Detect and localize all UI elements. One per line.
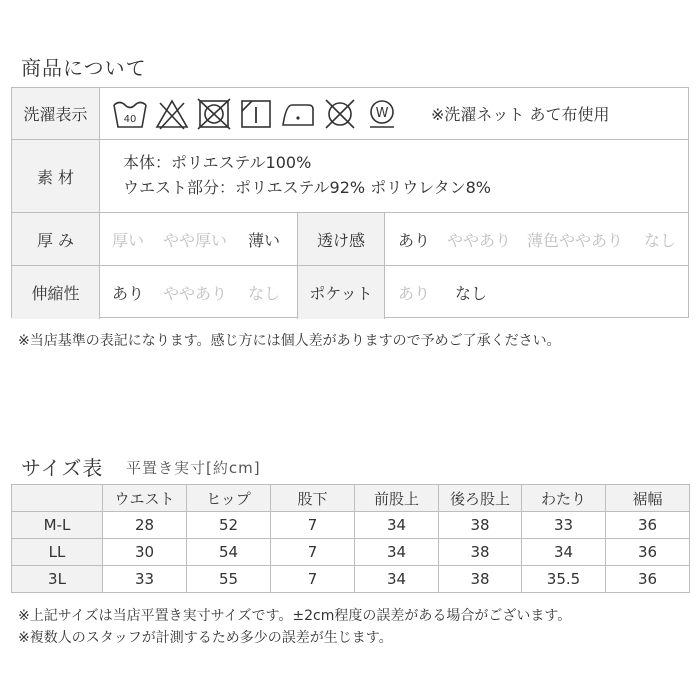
- product-info-table: [11, 87, 689, 318]
- pocket-option-none: なし: [455, 284, 488, 303]
- size-cell: 35.5: [522, 566, 606, 593]
- pocket-label: ポケット: [297, 266, 385, 319]
- size-label: 3L: [12, 566, 103, 593]
- size-cell: 55: [187, 566, 271, 593]
- size-cell: 52: [187, 512, 271, 539]
- thickness-option-thick: 厚い: [112, 230, 145, 250]
- size-cell: 34: [355, 512, 439, 539]
- care-icons: [112, 88, 406, 139]
- material-label: 素 材: [12, 140, 100, 212]
- wash-temp-label: 40: [123, 113, 137, 125]
- size-cell: 34: [355, 539, 439, 566]
- header-hip: ヒップ: [187, 485, 271, 512]
- wet-clean-icon: [364, 97, 400, 131]
- size-cell: 36: [606, 566, 690, 593]
- wet-clean-letter: W: [375, 105, 389, 121]
- size-cell: 30: [103, 539, 187, 566]
- size-label: LL: [12, 539, 103, 566]
- material-text: [123, 150, 491, 200]
- size-cell: 38: [439, 512, 522, 539]
- size-section-subtitle: 平置き実寸[約cm]: [126, 459, 261, 477]
- sheer-label: 透け感: [297, 213, 385, 265]
- size-cell: 28: [103, 512, 187, 539]
- header-thigh: わたり: [522, 485, 606, 512]
- size-cell: 38: [439, 566, 522, 593]
- product-section-title: 商品について: [21, 56, 147, 80]
- material-row: [12, 140, 688, 213]
- size-cell: 36: [606, 539, 690, 566]
- size-note-2: ※複数人のスタッフが計測するため多少の誤差が生じます。: [18, 630, 393, 646]
- header-inseam: 股下: [271, 485, 355, 512]
- header-waist: ウエスト: [103, 485, 187, 512]
- size-table-header: [12, 485, 690, 512]
- size-cell: 38: [439, 539, 522, 566]
- size-cell: 33: [103, 566, 187, 593]
- sheer-option-light-color: 薄色ややあり: [527, 230, 624, 250]
- table-row: [12, 512, 690, 539]
- sheer-option-none: なし: [644, 230, 677, 250]
- line-dry-icon: [238, 97, 274, 131]
- header-back-rise: 後ろ股上: [439, 485, 522, 512]
- thickness-option-thin: 薄い: [248, 230, 281, 250]
- care-note: ※洗濯ネット あて布使用: [431, 105, 610, 124]
- size-cell: 33: [522, 512, 606, 539]
- size-cell: 34: [522, 539, 606, 566]
- size-label: M-L: [12, 512, 103, 539]
- product-note: ※当店基準の表記になります。感じ方には個人差がありますので予めご了承ください。: [18, 333, 561, 349]
- size-note-1: ※上記サイズは当店平置き実寸サイズです。±2cm程度の誤差がある場合がございます。: [18, 608, 572, 624]
- care-row: [12, 88, 688, 140]
- stretch-option-yes: あり: [112, 284, 145, 303]
- size-cell: 7: [271, 566, 355, 593]
- wash-40-icon: [112, 97, 148, 131]
- no-dry-clean-icon: [322, 97, 358, 131]
- size-table: [11, 484, 690, 593]
- pocket-option-yes: あり: [398, 284, 431, 303]
- size-cell: 7: [271, 512, 355, 539]
- stretch-row: [12, 266, 688, 319]
- size-section-title: サイズ表: [21, 456, 104, 480]
- stretch-option-slightly: ややあり: [163, 284, 228, 303]
- size-notes: [18, 605, 571, 649]
- thickness-option-slightly-thick: やや厚い: [163, 230, 228, 250]
- table-row: [12, 539, 690, 566]
- header-hem: 裾幅: [606, 485, 690, 512]
- care-label: 洗濯表示: [12, 88, 100, 139]
- header-blank: [12, 485, 103, 512]
- stretch-option-none: なし: [248, 284, 281, 303]
- size-cell: 54: [187, 539, 271, 566]
- thickness-label: 厚 み: [12, 213, 100, 265]
- iron-low-icon: [280, 97, 316, 131]
- header-front-rise: 前股上: [355, 485, 439, 512]
- sheer-option-yes: あり: [398, 230, 431, 250]
- no-bleach-icon: [154, 97, 190, 131]
- size-cell: 36: [606, 512, 690, 539]
- table-row: [12, 566, 690, 593]
- size-cell: 7: [271, 539, 355, 566]
- material-line-1: 本体：ポリエステル100%: [123, 153, 312, 172]
- sheer-option-slightly: ややあり: [447, 230, 512, 250]
- no-tumble-dry-icon: [196, 97, 232, 131]
- material-line-2: ウエスト部分：ポリエステル92% ポリウレタン8%: [123, 178, 491, 197]
- thickness-row: [12, 213, 688, 266]
- stretch-label: 伸縮性: [12, 266, 100, 319]
- size-cell: 34: [355, 566, 439, 593]
